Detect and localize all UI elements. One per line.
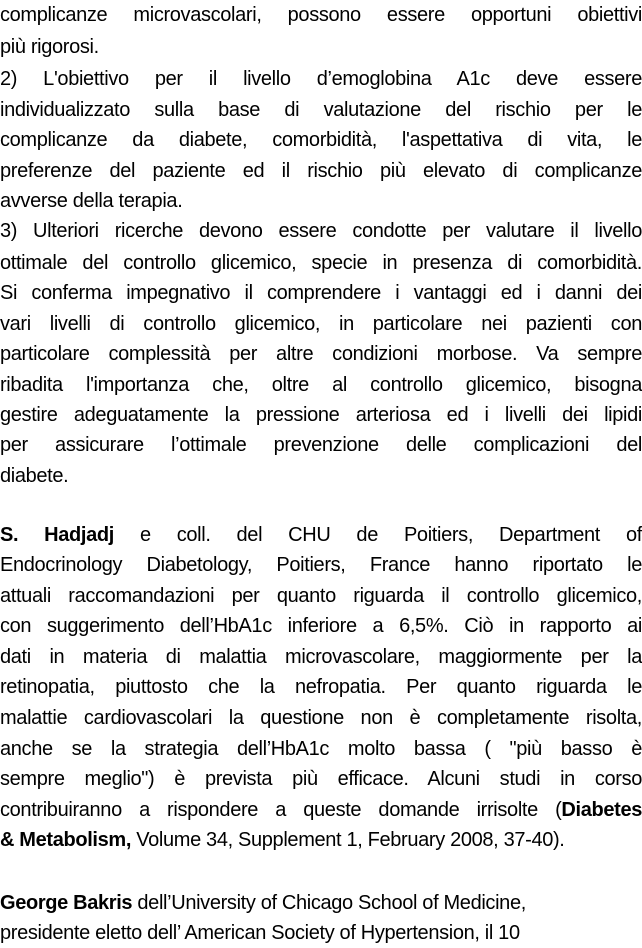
paragraph-3-line-5: particolare complessità per altre condizioni morbose. Va sempre [0, 343, 642, 365]
journal-name-part-2: & Metabolism, [0, 829, 132, 851]
paragraph-4-line-5: dati in materia di malattia microvascolare, maggiormente per la [0, 646, 642, 668]
author-name-2: George Bakris [0, 892, 133, 914]
journal-name-part-1: Diabetes [561, 799, 642, 821]
paragraph-3-line-1: 3) Ulteriori ricerche devono essere condotte per valutare il livello [0, 220, 642, 242]
paragraph-4-line-10-text: contribuiranno a rispondere a queste domande irrisolte ( [0, 799, 562, 821]
paragraph-4-line-1 [0, 522, 642, 548]
paragraph-4-line-9: sempre meglio") è prevista più efficace. Alcuni studi in corso [0, 768, 642, 790]
paragraph-3-line-4: vari livelli di controllo glicemico, in particolare nei pazienti con [0, 313, 642, 335]
paragraph-2-line-2: individualizzato sulla base di valutazione del rischio per le [0, 99, 642, 121]
paragraph-1-line-1: complicanze microvascolari, possono essere opportuni obiettivi [0, 4, 642, 26]
paragraph-1-line-2: più rigorosi. [0, 36, 99, 58]
paragraph-3-line-7: gestire adeguatamente la pressione arteriosa ed i livelli dei lipidi [0, 404, 642, 426]
author-name: S. Hadjadj [0, 524, 114, 546]
paragraph-2-line-3: complicanze da diabete, comorbidità, l'aspettativa di vita, le [0, 129, 642, 151]
paragraph-2-line-4: preferenze del paziente ed il rischio più elevato di complicanze [0, 160, 642, 182]
paragraph-3-line-8: per assicurare l’ottimale prevenzione delle complicazioni del [0, 434, 642, 456]
paragraph-3-line-6: ribadita l'importanza che, oltre al controllo glicemico, bisogna [0, 374, 642, 396]
paragraph-4-line-6: retinopatia, piuttosto che la nefropatia. Per quanto riguarda le [0, 676, 642, 698]
paragraph-5-line-2: presidente eletto dell’ American Society of Hypertension, il 10 [0, 922, 520, 944]
paragraph-4-line-2: Endocrinology Diabetology, Poitiers, France hanno riportato le [0, 554, 642, 576]
paragraph-3-line-3: Si conferma impegnativo il comprendere i vantaggi ed i danni dei [0, 282, 642, 304]
paragraph-4-line-4: con suggerimento dell’HbA1c inferiore a 6,5%. Ciò in rapporto ai [0, 615, 642, 637]
paragraph-5-line-1 [0, 890, 642, 916]
paragraph-4-line-11 [0, 827, 642, 853]
paragraph-5-line-1-text: dell’University of Chicago School of Medicine, [132, 892, 526, 914]
paragraph-2-line-5: avverse della terapia. [0, 190, 183, 212]
paragraph-4-line-3: attuali raccomandazioni per quanto riguarda il controllo glicemico, [0, 585, 642, 607]
paragraph-4-line-7: malattie cardiovascolari la questione non è completamente risolta, [0, 707, 642, 729]
paragraph-4-line-10 [0, 797, 642, 823]
paragraph-3-line-9: diabete. [0, 465, 69, 487]
paragraph-3-line-2: ottimale del controllo glicemico, specie in presenza di comorbidità. [0, 252, 642, 274]
paragraph-4-line-1-text: e coll. del CHU de Poitiers, Department of [139, 524, 642, 546]
citation-details: Volume 34, Supplement 1, February 2008, 37-40). [131, 829, 565, 851]
paragraph-2-line-1: 2) L'obiettivo per il livello d’emoglobina A1c deve essere [0, 68, 642, 90]
paragraph-4-line-8: anche se la strategia dell’HbA1c molto bassa ( "più basso è [0, 738, 642, 760]
